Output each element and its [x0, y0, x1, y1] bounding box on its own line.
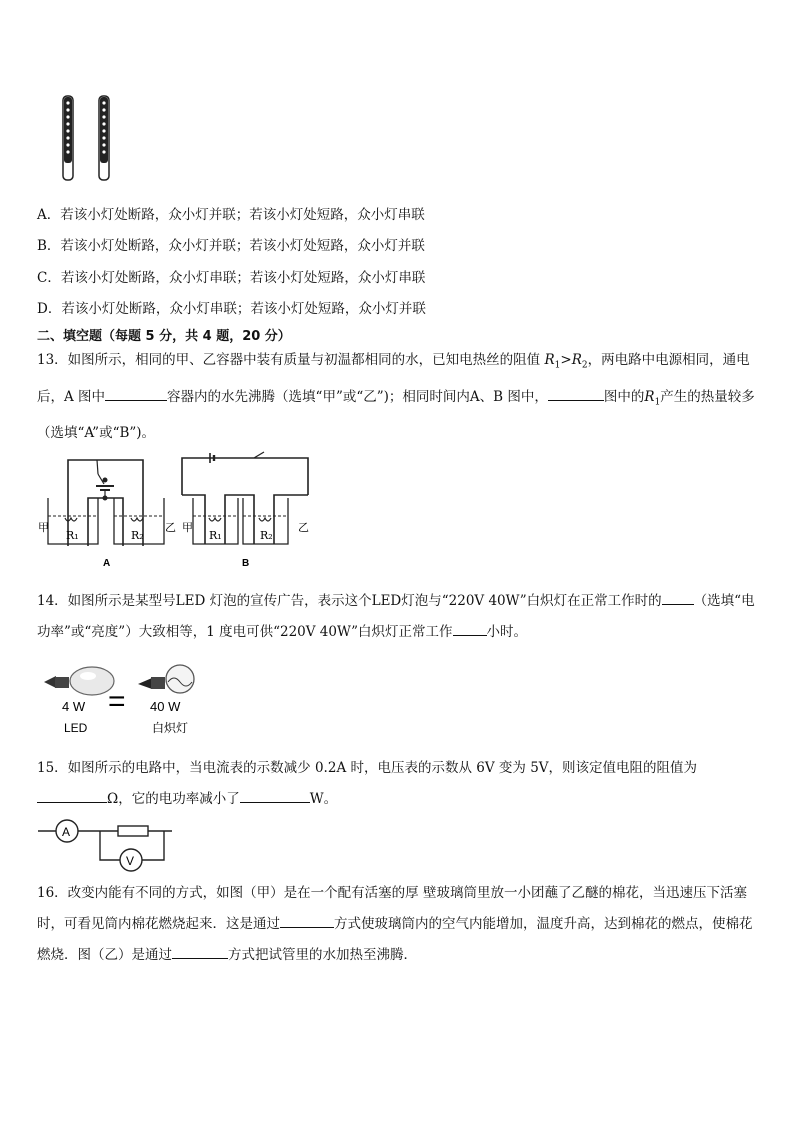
- label-b: B: [242, 558, 250, 569]
- label-r2: R₂: [131, 529, 144, 542]
- label-jia-b: 甲: [182, 521, 193, 534]
- q15-text-2: Ω，它的电功率减小了: [107, 791, 240, 807]
- answer-blank[interactable]: [662, 592, 694, 605]
- section-heading: 二、填空题（每题 5 分，共 4 题，20 分）: [37, 329, 291, 344]
- q15-text-1: 15．如图所示的电路中，当电流表的示数减少 0.2A 时，电压表的示数从 6V 变为 5V，则该定值电阻的阻值为: [37, 760, 698, 776]
- switch-pivot-icon: [103, 478, 108, 483]
- light-strip-right: [99, 96, 109, 180]
- q13-r1b-sub: 1: [654, 397, 661, 408]
- q13-r1b: R: [644, 388, 655, 405]
- ammeter-label: A: [62, 825, 71, 839]
- question-16: [37, 878, 762, 971]
- label-r1: R₁: [66, 529, 79, 542]
- q14-text-2: （选填“电功率”或“亮度”）大致相等，1 度电可供“220V 40W”白炽灯正常工作: [37, 593, 755, 640]
- option-text: 若该小灯处断路，众小灯并联；若该小灯处短路，众小灯并联: [60, 238, 425, 254]
- option-b: [37, 240, 425, 254]
- q13-r2: R: [571, 352, 582, 368]
- q15-circuit-figure: [38, 818, 178, 874]
- incandescent-label: 白炽灯: [152, 721, 189, 735]
- option-text: 若该小灯处断路，众小灯串联；若该小灯处短路，众小灯串联: [60, 270, 426, 286]
- answer-blank[interactable]: [453, 623, 487, 636]
- led-power-label: 4 W: [62, 699, 86, 714]
- q13-r1-sub: 1: [554, 360, 561, 371]
- option-letter: D．: [37, 301, 62, 317]
- option-d: [37, 303, 426, 317]
- junction-dot-icon: [103, 496, 108, 501]
- question-15: [37, 753, 762, 815]
- label-r2-b: R₂: [260, 529, 273, 542]
- light-strips-figure: [58, 92, 118, 184]
- incandescent-power-label: 40 W: [150, 699, 181, 714]
- option-text: 若该小灯处断路，众小灯串联；若该小灯处短路，众小灯并联: [61, 301, 426, 317]
- q13-r2-sub: 2: [581, 360, 588, 371]
- answer-blank[interactable]: [105, 388, 167, 401]
- incandescent-bulb-icon: [138, 665, 194, 693]
- q16-text-1: 16．改变内能有不同的方式，如图（甲）是在一个配有活塞的厚 壁玻璃筒里放一小团蘸了乙醚的棉花，当迅速压下活塞时，可看见筒内棉花燃烧起来．这是通过: [37, 885, 747, 932]
- question-13: [37, 345, 762, 449]
- answer-blank[interactable]: [37, 790, 107, 803]
- question-14: [37, 586, 762, 648]
- q16-text-3: 方式把试管里的水加热至沸腾．: [228, 947, 417, 963]
- q13-text-3: 容器内的水先沸腾（选填“甲”或“乙”)；相同时间内A、B 图中，: [167, 388, 548, 405]
- answer-blank[interactable]: [280, 915, 334, 928]
- option-letter: C．: [37, 270, 61, 286]
- q13-circuit-figure: [38, 448, 328, 572]
- circuit-b: [182, 452, 308, 544]
- q14-bulb-figure: [38, 662, 208, 738]
- label-jia: 甲: [38, 521, 49, 534]
- answer-blank[interactable]: [548, 388, 604, 401]
- label-yi-b: 乙: [298, 521, 309, 534]
- voltmeter-label: V: [126, 854, 135, 868]
- label-yi: 乙: [165, 521, 176, 534]
- option-text: 若该小灯处断路，众小灯并联；若该小灯处短路，众小灯串联: [60, 207, 425, 223]
- option-letter: A．: [37, 207, 61, 223]
- q16-text-2: 方式使玻璃筒内的空气内能增加，温度升高，达到棉花的燃点，使棉花燃烧．图（乙）是通过: [37, 916, 753, 963]
- q13-text-1: 13．如图所示，相同的甲、乙容器中装有质量与初温都相同的水，已知电热丝的阻值: [37, 352, 545, 368]
- option-c: [37, 272, 425, 286]
- label-a: A: [103, 558, 111, 569]
- equals-sign: =: [108, 685, 126, 718]
- light-strip-left: [63, 96, 73, 180]
- answer-blank[interactable]: [172, 946, 228, 959]
- q13-text-5: 产生的热量较多（选填“A”或“B”)。: [37, 388, 755, 442]
- q13-text-2: ，两电路中电源相同，通电后，A 图中: [37, 352, 750, 405]
- q13-text-4: 图中的: [603, 388, 645, 405]
- label-r1-b: R₁: [209, 529, 222, 542]
- q14-text-3: 小时。: [486, 624, 528, 640]
- q14-text-1: 14．如图所示是某型号LED 灯泡的宣传广告，表示这个LED灯泡与“220V 40W”白炽灯在正常工作时的: [37, 593, 662, 609]
- q13-gt: >: [560, 352, 572, 368]
- led-label: LED: [64, 721, 88, 735]
- answer-blank[interactable]: [240, 790, 310, 803]
- led-bulb-icon: [44, 667, 114, 695]
- q13-r1: R: [544, 352, 555, 368]
- q15-text-3: W。: [309, 791, 338, 807]
- option-a: [37, 209, 425, 223]
- option-letter: B．: [37, 238, 61, 254]
